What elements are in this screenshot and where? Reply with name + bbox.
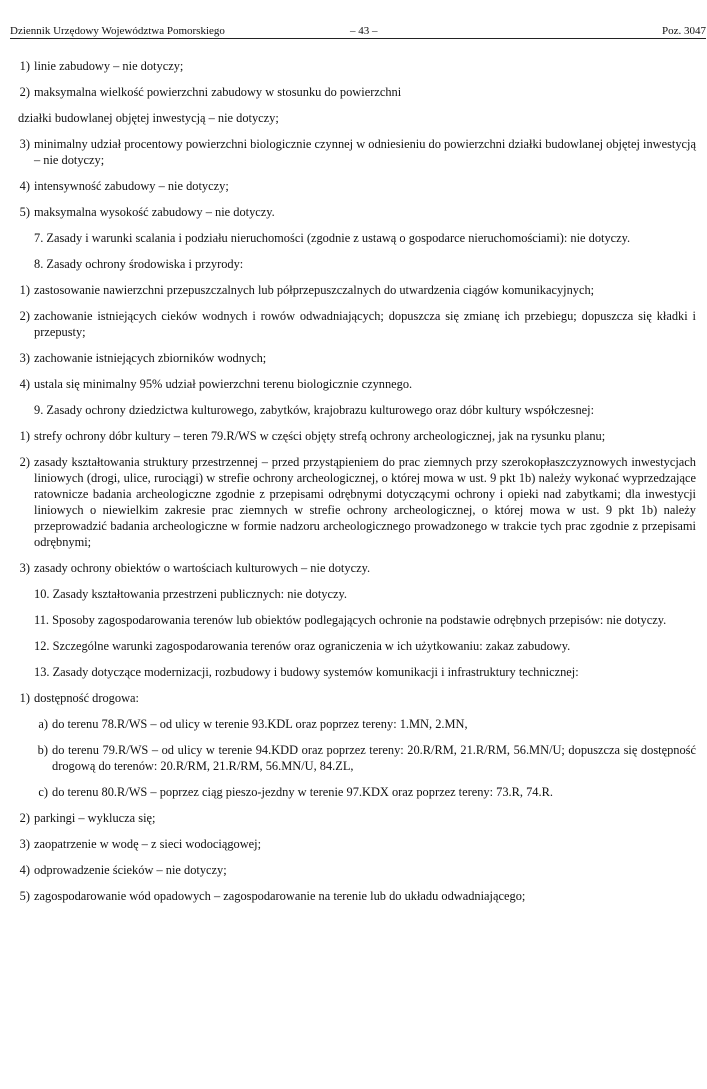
list-item-text: strefy ochrony dóbr kultury – teren 79.R/WS w części objęty strefą ochrony archeologicznej, jak na rysunku planu;	[34, 429, 606, 443]
list-item-number: 3)	[19, 137, 30, 151]
list-item	[10, 204, 696, 220]
list-item-text: do terenu 80.R/WS – poprzez ciąg pieszo-jezdny w terenie 97.KDX oraz poprzez tereny: 73.R, 74.R.	[52, 785, 553, 799]
list-item-text: ustala się minimalny 95% udział powierzchni terenu biologicznie czynnego.	[34, 377, 413, 391]
list-item-number: 2)	[19, 85, 30, 99]
list-item	[10, 376, 696, 392]
journal-title: Dziennik Urzędowy Województwa Pomorskiego	[10, 25, 225, 37]
sub-list-item	[30, 716, 696, 732]
list-item	[10, 836, 696, 852]
paragraph: 10. Zasady kształtowania przestrzeni publicznych: nie dotyczy.	[34, 587, 347, 601]
list-item-number: 3)	[19, 837, 30, 851]
list-item-text: intensywność zabudowy – nie dotyczy;	[34, 179, 229, 193]
list-item-number: 2)	[19, 455, 30, 469]
list-item-text: parkingi – wyklucza się;	[34, 811, 156, 825]
list-item-number: 5)	[19, 205, 30, 219]
list-item-number: b)	[37, 743, 48, 757]
list-item	[10, 58, 696, 74]
list-item	[10, 454, 696, 550]
list-item-text: maksymalna wielkość powierzchni zabudowy w stosunku do powierzchni	[34, 85, 402, 99]
list-item-number: 5)	[19, 889, 30, 903]
list-item	[10, 136, 696, 168]
list-item-number: 1)	[19, 59, 30, 73]
list-item-number: 1)	[19, 283, 30, 297]
list-item-continuation: działki budowlanej objętej inwestycją – nie dotyczy;	[18, 111, 279, 125]
list-item-number: a)	[38, 717, 48, 731]
list-item-number: 1)	[19, 429, 30, 443]
list-item-number: 2)	[19, 309, 30, 323]
list-item	[10, 178, 696, 194]
document-body	[10, 58, 696, 914]
list-item-number: 4)	[19, 377, 30, 391]
list-item	[10, 888, 696, 904]
page-header	[10, 20, 706, 39]
list-item	[10, 560, 696, 576]
list-item-text: zachowanie istniejących cieków wodnych i rowów odwadniających; dopuszcza się zmianę ich przebiegu; dopuszcza się kładki i przepusty;	[34, 309, 696, 339]
list-item-number: 4)	[19, 179, 30, 193]
list-item-number: 2)	[19, 811, 30, 825]
list-item-number: c)	[38, 785, 48, 799]
list-item-number: 1)	[19, 691, 30, 705]
list-item-text: zasady ochrony obiektów o wartościach kulturowych – nie dotyczy.	[34, 561, 371, 575]
list-item	[10, 282, 696, 298]
list-item-text: odprowadzenie ścieków – nie dotyczy;	[34, 863, 227, 877]
list-item-text: zachowanie istniejących zbiorników wodnych;	[34, 351, 267, 365]
list-item-number: 3)	[19, 561, 30, 575]
paragraph: 12. Szczególne warunki zagospodarowania terenów oraz ograniczenia w ich użytkowaniu: zakaz zabudowy.	[34, 639, 571, 653]
paragraph: 11. Sposoby zagospodarowania terenów lub obiektów podlegających ochronie na podstawie odrębnych przepisów: nie dotyczy.	[34, 613, 667, 627]
list-item-text: zastosowanie nawierzchni przepuszczalnych lub półprzepuszczalnych do utwardzenia ciągów komunikacyjnych;	[34, 283, 595, 297]
sub-list-item	[30, 742, 696, 774]
list-item	[10, 810, 696, 826]
list-item	[10, 862, 696, 878]
paragraph: 7. Zasady i warunki scalania i podziału nieruchomości (zgodnie z ustawą o gospodarce nieruchomościami): nie dotyczy.	[34, 231, 631, 245]
position-number: Poz. 3047	[662, 25, 706, 37]
list-item-number: 4)	[19, 863, 30, 877]
list-item-text: do terenu 79.R/WS – od ulicy w terenie 94.KDD oraz poprzez tereny: 20.R/RM, 21.R/RM, 56.MN/U; dopuszcza się dostępność drogową do terenów: 20.R/RM, 21.R/RM, 56.MN/U, 84.ZL,	[52, 743, 696, 773]
list-item	[10, 350, 696, 366]
list-item-text: linie zabudowy – nie dotyczy;	[34, 59, 184, 73]
list-item-text: do terenu 78.R/WS – od ulicy w terenie 93.KDL oraz poprzez tereny: 1.MN, 2.MN,	[52, 717, 468, 731]
paragraph: 13. Zasady dotyczące modernizacji, rozbudowy i budowy systemów komunikacji i infrastruktury technicznej:	[34, 665, 579, 679]
list-item-text: zaopatrzenie w wodę – z sieci wodociągowej;	[34, 837, 262, 851]
list-item	[10, 428, 696, 444]
list-item-text: zasady kształtowania struktury przestrzennej – przed przystąpieniem do prac ziemnych przy szerokopłaszczyznowych inwestycjach liniowych (drogi, ulice, rurociągi) w strefie ochrony archeologicznej, o której mowa w ust. 9 pkt 1b) należy wykonać wyprzedzające ratownicze badania archeologiczne zgodnie z przepisami odrębnymi dotyczącymi ochrony i opieki nad zabytkami; dla inwestycji liniowych o niewielkim zakresie prac ziemnych w strefie ochrony archeologicznej, o której mowa w ust. 9 pkt 1b) należy przeprowadzić badania archeologiczne w formie nadzoru archeologicznego prowadzonego w trakcie tych prac zgodnie z przepisami odrębnymi;	[34, 455, 696, 549]
sub-list-item	[30, 784, 696, 800]
list-item-number: 3)	[19, 351, 30, 365]
list-item-text: minimalny udział procentowy powierzchni biologicznie czynnej w odniesieniu do powierzchni działki budowlanej objętej inwestycją – nie dotyczy;	[34, 137, 696, 167]
list-item-text: dostępność drogowa:	[34, 691, 139, 705]
list-item	[10, 690, 696, 706]
list-item	[10, 84, 696, 100]
list-item-text: zagospodarowanie wód opadowych – zagospodarowanie na terenie lub do układu odwadniającego;	[34, 889, 526, 903]
page-number: – 43 –	[350, 25, 378, 37]
paragraph: 9. Zasady ochrony dziedzictwa kulturowego, zabytków, krajobrazu kulturowego oraz dóbr kultury współczesnej:	[34, 403, 595, 417]
list-item-text: maksymalna wysokość zabudowy – nie dotyczy.	[34, 205, 275, 219]
paragraph: 8. Zasady ochrony środowiska i przyrody:	[34, 257, 244, 271]
list-item	[10, 308, 696, 340]
